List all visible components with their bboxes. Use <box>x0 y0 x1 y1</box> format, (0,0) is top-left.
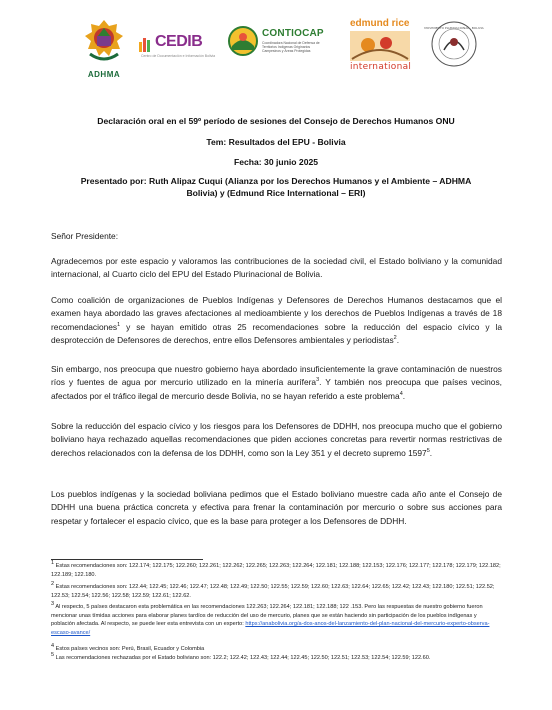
document-title: Declaración oral en el 59º período de sesiones del Consejo de Derechos Humanos ONU <box>97 116 455 126</box>
footnote-ref-1[interactable]: 1 <box>117 322 121 329</box>
footnote-separator <box>51 559 203 560</box>
paragraph-1: Agradecemos por este espacio y valoramos las contribuciones de la sociedad civil, el Estado boliviano y la comunidad internacional, al Cuarto ciclo del EPU del Estado Plurinacional de Bolivia. <box>51 256 502 280</box>
cedib-label: CEDIB <box>155 33 203 50</box>
footnote-3-link[interactable]: https://anabolivia.org/a-dos-anos-del-lanzamiento-del-plan-nacional-del-mercurio-experto-observa-escaso-avance/ <box>51 621 490 636</box>
movimiento-plurinacional-seal <box>424 20 484 68</box>
adhma-label: ADHMA <box>87 70 121 79</box>
cedib-tagline: Centro de Documentación e Información Bolivia <box>141 54 216 58</box>
contiocap-emblem <box>228 26 258 56</box>
cedib-logo <box>139 30 216 60</box>
movimiento-ring-text: MOVIMIENTO PLURINACIONAL · BOLIVIA <box>424 26 484 30</box>
logo-strip <box>0 0 552 86</box>
paragraph-3: Sin embargo, nos preocupa que nuestro gobierno haya abordado insuficientemente la grave contaminación de nuestros ríos y fuentes de agua por mercurio utilizado en la minería aurífera$^3$. Y también nos preocupa que países vecinos, afectados por el tráfico ilegal de mercurio desde Bolivia, no se hayan referido a este problema$^4$. <box>51 364 502 401</box>
contiocap-label: CONTIOCAP <box>262 28 324 39</box>
footnote-ref-5[interactable]: 5 <box>426 448 430 455</box>
footnote-3: $^3$ Al respecto, 5 países destacaron esta problemática en las recomendaciones 122.263; 122.264; 122.181; 122.188; 122 .153. Pero las respuestas de nuestro gobierno fueron mencionar unas tímidas acciones para elaborar planes tardíos de reducción del uso de mercurio, planes que se están haciendo sin participación de los pueblos indígenas y población afectada. Al respecto, se puede leer esta entrevista con un experto: https://anabolivia.org/a-dos-anos-del-lanzamiento-del-plan-nacional-del-mercurio-experto-observa-escaso-avance/ <box>51 601 490 636</box>
edmund-rice-label: edmund rice <box>350 18 410 29</box>
edmund-rice-sub: international <box>350 62 412 72</box>
footnote-ref-4[interactable]: 4 <box>399 391 403 398</box>
footnote-5: $^5$ Las recomendaciones rechazadas por el Estado boliviano son: 122.2; 122.42; 122.43; 122.44; 122.45; 122.50; 122.51; 122.53; 122.54; 122.59; 122.60. <box>51 652 431 661</box>
salutation: Señor Presidente: <box>51 231 119 241</box>
document-topic: Tem: Resultados del EPU - Bolivia <box>206 137 346 147</box>
adhma-logo <box>82 18 126 70</box>
footnote-4: $^4$ Estos países vecinos son: Perú, Brasil, Ecuador y Colombia <box>51 643 205 652</box>
presenter-line-1: Presentado por: Ruth Alipaz Cuqui (Alianza por los Derechos Humanos y el Ambiente – ADHMA <box>80 176 472 186</box>
paragraph-2: Como coalición de organizaciones de Pueblos Indígenas y Defensores de Derechos Humanos destacamos que el examen haya abordado las graves afectaciones al medioambiente y los derechos de Pueblos Indígenas a través de 18 recomendaciones$^1$ y se hayan emitido otras 25 recomendaciones sobre la reducción del espacio cívico y la desprotección de Defensores de derechos, entre ellos Defensores ambientales y periodistas$^2$. <box>51 295 502 346</box>
footnote-1: $^1$ Estas recomendaciones son: 122.174; 122.175; 122.260; 122.261; 122.262; 122.265; 122.263; 122.264; 122.181; 122.188; 122.153; 122.176; 122.177; 122.178; 122.179; 122.182; 122.189; 122.180. <box>51 560 501 578</box>
contiocap-tagline: Coordinadora Nacional de Defensa de Territorios Indígenas Originarios Campesinos y Áreas Protegidas <box>262 41 320 53</box>
footnote-ref-2[interactable]: 2 <box>393 335 397 342</box>
paragraph-4: Sobre la reducción del espacio cívico y los riesgos para los Defensores de DDHH, nos preocupa mucho que el gobierno boliviano haya rechazado aquellas recomendaciones que piden acciones concretas para revertir normas restrictivas de derechos relacionados con la defensa de los DDHH, como son la Ley 351 y el decreto supremo 1597$^5$. <box>51 421 502 458</box>
paragraph-5: Los pueblos indígenas y la sociedad boliviana pedimos que el Estado boliviano muestre cada año ante el Consejo de DDHH una buena práctica concreta y efectiva para frenar la contaminación por mercurio o sobre sus acciones para respetar y fortalecer el espacio cívico, que es la base para proteger a los Defensores de DDHH. <box>51 489 502 526</box>
footnote-2: $^2$ Estas recomendaciones son: 122.44; 122.45; 122.46; 122.47; 122.48; 122.49; 122.50; 122.55; 122.59; 122.60; 122.63; 122.64; 122.65; 122.42; 122.43; 122.180; 122.51; 122.52; 122.53; 122.54; 122.56; 122.58; 122.59; 122.61; 122.62. <box>51 581 495 599</box>
presenter-line-2: Bolivia) y (Edmund Rice International – ERI) <box>186 188 366 198</box>
document-date: Fecha: 30 junio 2025 <box>233 157 319 167</box>
edmund-rice-emblem <box>350 31 410 61</box>
footnote-ref-3[interactable]: 3 <box>316 377 320 384</box>
